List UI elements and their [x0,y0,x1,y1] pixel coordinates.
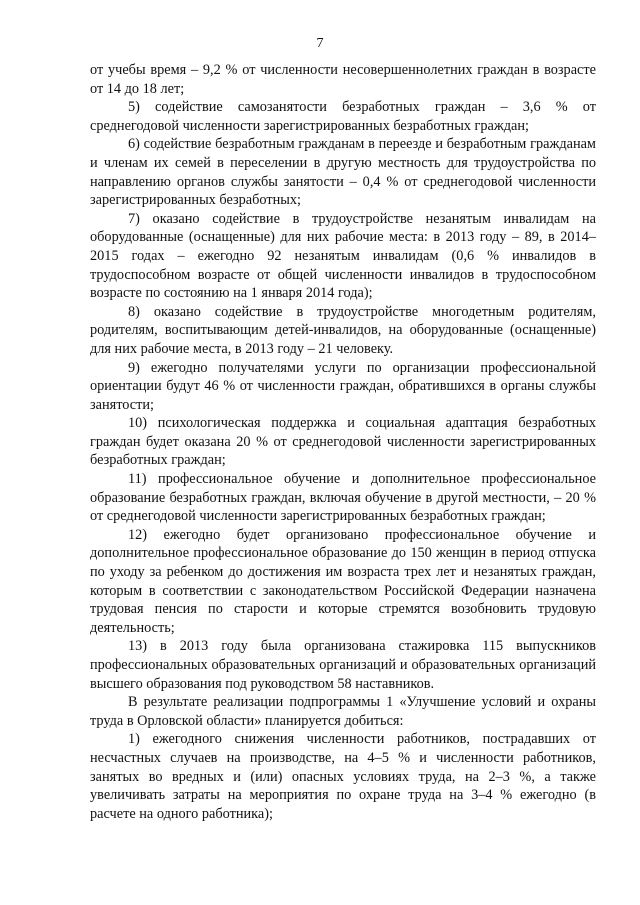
paragraph: 7) оказано содействие в трудоустройстве незанятым инвалидам на оборудованные (оснащенные) для них рабочие места: в 2013 году – 89, в 2014–2015 годах – ежегодно 92 незанятым инвалидам (0,6 % инвалидов в трудоспособном возрасте от общей численности инвалидов в трудоспособном возрасте по состоянию на 1 января 2014 года); [90,210,596,302]
paragraph: 8) оказано содействие в трудоустройстве многодетным родителям, родителям, воспитывающим детей-инвалидов, на оборудованные (оснащенные) для них рабочие места, в 2013 году – 21 человеку. [90,303,596,357]
page-number: 7 [316,36,324,51]
paragraph: 9) ежегодно получателями услуги по организации профессиональной ориентации будут 46 % от численности граждан, обратившихся в органы службы занятости; [90,359,596,413]
paragraph: от учебы время – 9,2 % от численности несовершеннолетних граждан в возрасте от 14 до 18 лет; [90,62,596,97]
paragraph: В результате реализации подпрограммы 1 «Улучшение условий и охраны труда в Орловской области» планируется добиться: [90,694,596,729]
paragraph: 1) ежегодного снижения численности работников, пострадавших от несчастных случаев на производстве, на 4–5 % и численности работников, занятых во вредных и (или) опасных условиях труда, на 2–3 %, а также увеличивать затраты на мероприятия по охране труда на 3–4 % ежегодно (в расчете на одного работника); [90,731,596,822]
paragraph: 10) психологическая поддержка и социальная адаптация безработных граждан будет оказана 20 % от среднегодовой численности зарегистрированных безработных граждан; [90,415,596,469]
paragraph: 12) ежегодно будет организовано профессиональное обучение и дополнительное профессиональное образование до 150 женщин в период отпуска по уходу за ребенком до достижения им возраста трех лет и незанятых граждан, которым в соответствии с законодательством Российской Федерации назначена трудовая пенсия по старости и которые стремятся возобновить трудовую деятельность; [90,526,596,636]
paragraph: 13) в 2013 году была организована стажировка 115 выпускников профессиональных образовательных организаций и образовательных организаций высшего образования под руководством 58 наставников. [90,638,596,692]
paragraph: 6) содействие безработным гражданам в переезде и безработным гражданам и членам их семей в переселении в другую местность для трудоустройства по направлению органов службы занятости – 0,4 % от среднегодовой численности зарегистрированных безработных; [90,136,596,209]
paragraph: 11) профессиональное обучение и дополнительное профессиональное образование безработных граждан, включая обучение в другой местности, – 20 % от среднегодовой численности зарегистрированных безработных граждан; [90,471,596,525]
paragraph: 5) содействие самозанятости безработных граждан – 3,6 % от среднегодовой численности зарегистрированных безработных граждан; [90,99,596,134]
document-body [90,61,596,823]
